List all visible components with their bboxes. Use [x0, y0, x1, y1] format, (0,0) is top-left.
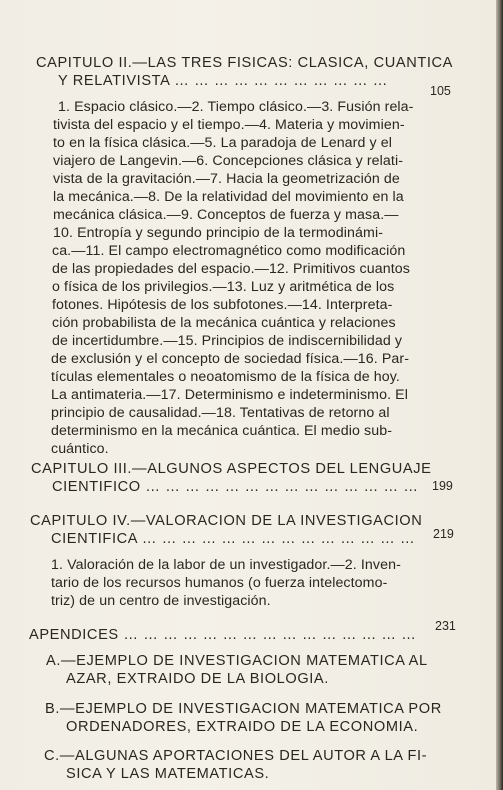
- chapter-2-contents-line: ción probabilista de la mecánica cuántica y relaciones: [52, 315, 396, 331]
- chapter-2-contents-line: o física de los privilegios.—13. Luz y aritmética de los: [52, 279, 395, 295]
- chapter-4-contents-line: 1. Valoración de la labor de un investigador.—2. Inven-: [51, 557, 401, 573]
- appendix-b-line-1: B.—EJEMPLO DE INVESTIGACION MATEMATICA POR: [45, 701, 442, 717]
- chapter-4-contents-line: tario de los recursos humanos (o fuerza intelectomo-: [51, 575, 388, 591]
- chapter-2-contents-line: cuántico.: [51, 441, 109, 457]
- chapter-2-title-line-2: Y RELATIVISTA … … … … … … … … … … …: [58, 73, 388, 89]
- chapter-2-contents-line: determinismo en la mecánica cuántica. El medio sub-: [51, 423, 393, 439]
- chapter-2-contents-line: La antimateria.—17. Determinismo e indeterminismo. El: [51, 387, 408, 403]
- chapter-2-contents-line: la mecánica.—8. De la relatividad del movimiento en la: [53, 189, 404, 205]
- book-spine: [496, 0, 503, 790]
- chapter-2-contents-line: mecánica clásica.—9. Conceptos de fuerza y masa.—: [53, 207, 399, 223]
- chapter-2-contents-line: tivista del espacio y el tiempo.—4. Materia y movimien-: [53, 117, 405, 133]
- appendix-b-line-2: ORDENADORES, EXTRAIDO DE LA ECONOMIA.: [66, 719, 419, 735]
- appendix-c-line-2: SICA Y LAS MATEMATICAS.: [66, 766, 270, 782]
- chapter-3-page-number: 199: [432, 479, 453, 493]
- chapter-2-contents-line: de las propiedades del espacio.—12. Primitivos cuantos: [52, 261, 410, 277]
- chapter-2-contents-line: principio de causalidad.—18. Tentativas de retorno al: [51, 405, 390, 421]
- chapter-2-page-number: 105: [430, 84, 451, 98]
- appendices-page-number: 231: [435, 619, 456, 633]
- chapter-3-title-line-2: CIENTIFICO … … … … … … … … … … … … … …: [52, 479, 419, 495]
- chapter-2-contents-line: 10. Entropía y segundo principio de la termodinámi-: [53, 225, 384, 241]
- chapter-2-contents-line: 1. Espacio clásico.—2. Tiempo clásico.—3. Fusión rela-: [58, 99, 414, 115]
- chapter-2-contents-line: fotones. Hipótesis de los subfotones.—14. Interpreta-: [52, 297, 393, 313]
- chapter-4-page-number: 219: [433, 527, 454, 541]
- chapter-3-title-line-1: CAPITULO III.—ALGUNOS ASPECTOS DEL LENGUAJE: [31, 461, 432, 477]
- chapter-2-contents-line: de incertidumbre.—15. Principios de indiscernibilidad y: [52, 333, 403, 349]
- chapter-2-contents-line: to en la física clásica.—5. La paradoja de Lenard y el: [53, 135, 393, 151]
- chapter-2-contents-line: vista de la gravitación.—7. Hacia la geometrización de: [53, 171, 400, 187]
- chapter-4-title-line-2: CIENTIFICA … … … … … … … … … … … … … …: [51, 531, 416, 547]
- chapter-4-title-line-1: CAPITULO IV.—VALORACION DE LA INVESTIGACION: [30, 513, 423, 529]
- chapter-2-contents-line: ca.—11. El campo electromagnético como modificación: [52, 243, 406, 259]
- chapter-2-contents-line: tículas elementales o neoatomismo de la física de hoy.: [51, 369, 400, 385]
- appendix-c-line-1: C.—ALGUNAS APORTACIONES DEL AUTOR A LA FI-: [44, 748, 428, 764]
- appendix-a-line-2: AZAR, EXTRAIDO DE LA BIOLOGIA.: [66, 671, 329, 687]
- appendix-a-line-1: A.—EJEMPLO DE INVESTIGACION MATEMATICA AL: [46, 653, 428, 669]
- chapter-4-contents-line: triz) de un centro de investigación.: [51, 593, 271, 609]
- chapter-2-contents-line: viajero de Langevin.—6. Concepciones clásica y relati-: [53, 153, 404, 169]
- chapter-2-title-line-1: CAPITULO II.—LAS TRES FISICAS: CLASICA, CUANTICA: [36, 55, 453, 71]
- appendices-title: APENDICES … … … … … … … … … … … … … … …: [29, 627, 417, 643]
- chapter-2-contents-line: de exclusión y el concepto de sociedad física.—16. Par-: [51, 351, 410, 367]
